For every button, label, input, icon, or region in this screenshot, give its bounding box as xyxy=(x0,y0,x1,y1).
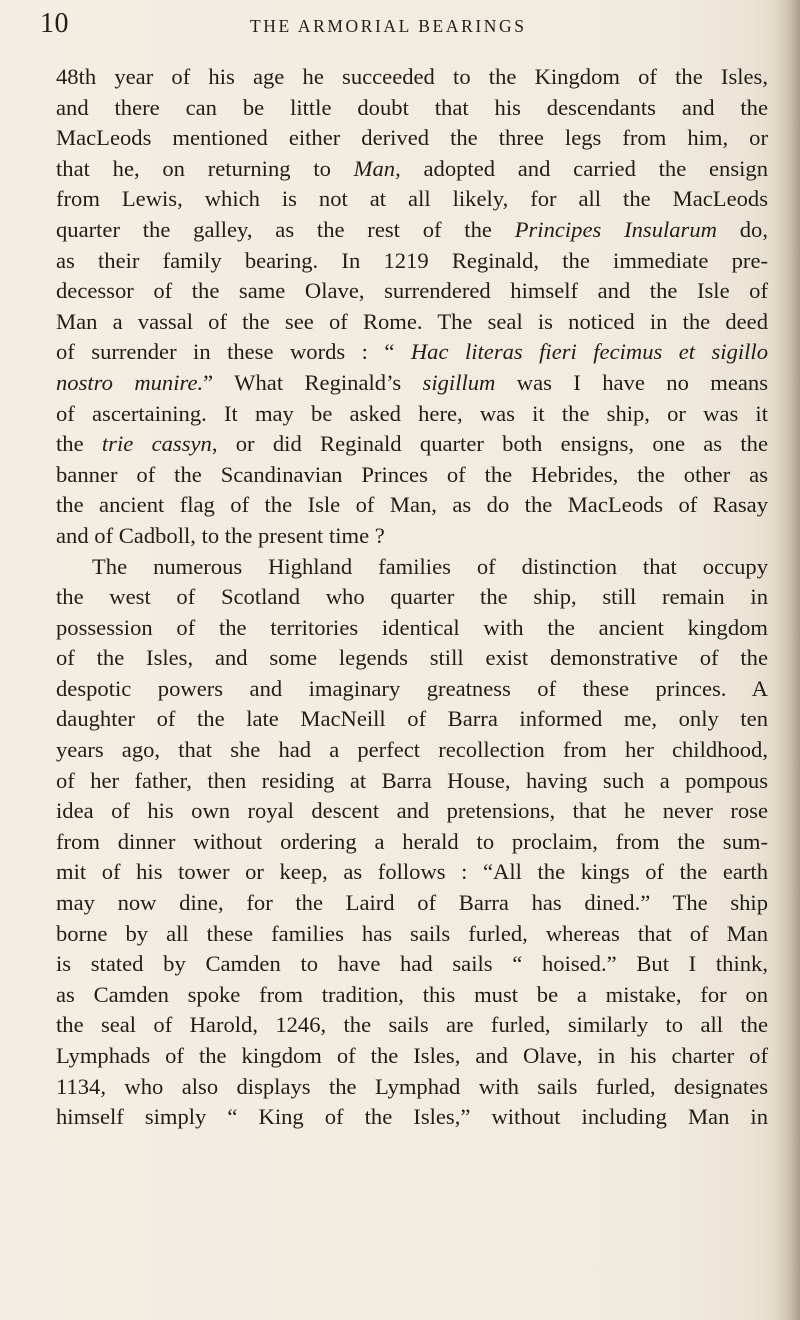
text-line: decessor of the same Olave, surrendered himself and the Isle of xyxy=(56,278,768,304)
text-line: of surrender in these words : “ Hac literas fieri fecimus et sigillo xyxy=(56,339,768,365)
running-title: THE ARMORIAL BEARINGS xyxy=(250,16,527,36)
text-line: is stated by Camden to have had sails “ hoised.” But I think, xyxy=(56,951,768,977)
text-line: idea of his own royal descent and pretensions, that he never rose xyxy=(56,798,768,824)
text-line: himself simply “ King of the Isles,” without including Man in xyxy=(56,1104,768,1130)
text-line: of the Isles, and some legends still exist demonstrative of the xyxy=(56,645,768,671)
text-line: the west of Scotland who quarter the ship, still remain in xyxy=(56,584,768,610)
text-line: 48th year of his age he succeeded to the Kingdom of the Isles, xyxy=(56,64,768,89)
text-line: the trie cassyn, or did Reginald quarter both ensigns, one as the xyxy=(56,431,768,457)
page-binding-edge xyxy=(774,0,800,1320)
running-head xyxy=(40,8,760,44)
page-number: 10 xyxy=(40,8,69,39)
text-line: banner of the Scandinavian Princes of the Hebrides, the other as xyxy=(56,461,768,487)
text-line: Lymphads of the kingdom of the Isles, and Olave, in his charter of xyxy=(56,1043,768,1068)
text-line: mit of his tower or keep, as follows : “All the kings of the earth xyxy=(56,859,768,885)
text-line: borne by all these families has sails furled, whereas that of Man xyxy=(56,920,768,946)
text-line: daughter of the late MacNeill of Barra informed me, only ten xyxy=(56,706,768,732)
text-line: and there can be little doubt that his descendants and the xyxy=(56,94,768,120)
text-line: Man a vassal of the see of Rome. The seal is noticed in the deed xyxy=(56,308,768,334)
text-line: the seal of Harold, 1246, the sails are furled, similarly to all the xyxy=(56,1012,768,1038)
text-line: nostro munire.” What Reginald’s sigillum was I have no means xyxy=(56,369,768,395)
text-line: as Camden spoke from tradition, this must be a mistake, for on xyxy=(56,981,768,1007)
text-line: may now dine, for the Laird of Barra has dined.” The ship xyxy=(56,890,768,916)
text-line: the ancient flag of the Isle of Man, as do the MacLeods of Rasay xyxy=(56,492,768,518)
paragraph-start-line: The numerous Highland families of distinction that occupy xyxy=(92,553,768,579)
paragraph-end-line: and of Cadboll, to the present time ? xyxy=(56,522,385,548)
text-line: as their family bearing. In 1219 Reginald, the immediate pre- xyxy=(56,247,768,273)
text-line: quarter the galley, as the rest of the Principes Insularum do, xyxy=(56,216,768,242)
text-line: of her father, then residing at Barra House, having such a pompous xyxy=(56,767,768,793)
body-text xyxy=(56,62,768,1133)
text-line: from dinner without ordering a herald to proclaim, from the sum- xyxy=(56,828,768,854)
text-line: possession of the territories identical with the ancient kingdom xyxy=(56,614,768,640)
text-line: from Lewis, which is not at all likely, for all the MacLeods xyxy=(56,186,768,212)
text-line: years ago, that she had a perfect recollection from her childhood, xyxy=(56,737,768,763)
text-line: 1134, who also displays the Lymphad with sails furled, designates xyxy=(56,1073,768,1099)
text-line: MacLeods mentioned either derived the three legs from him, or xyxy=(56,125,768,151)
text-line: despotic powers and imaginary greatness of these princes. A xyxy=(56,675,768,701)
text-line: of ascertaining. It may be asked here, was it the ship, or was it xyxy=(56,400,768,426)
text-line: that he, on returning to Man, adopted and carried the ensign xyxy=(56,155,768,181)
